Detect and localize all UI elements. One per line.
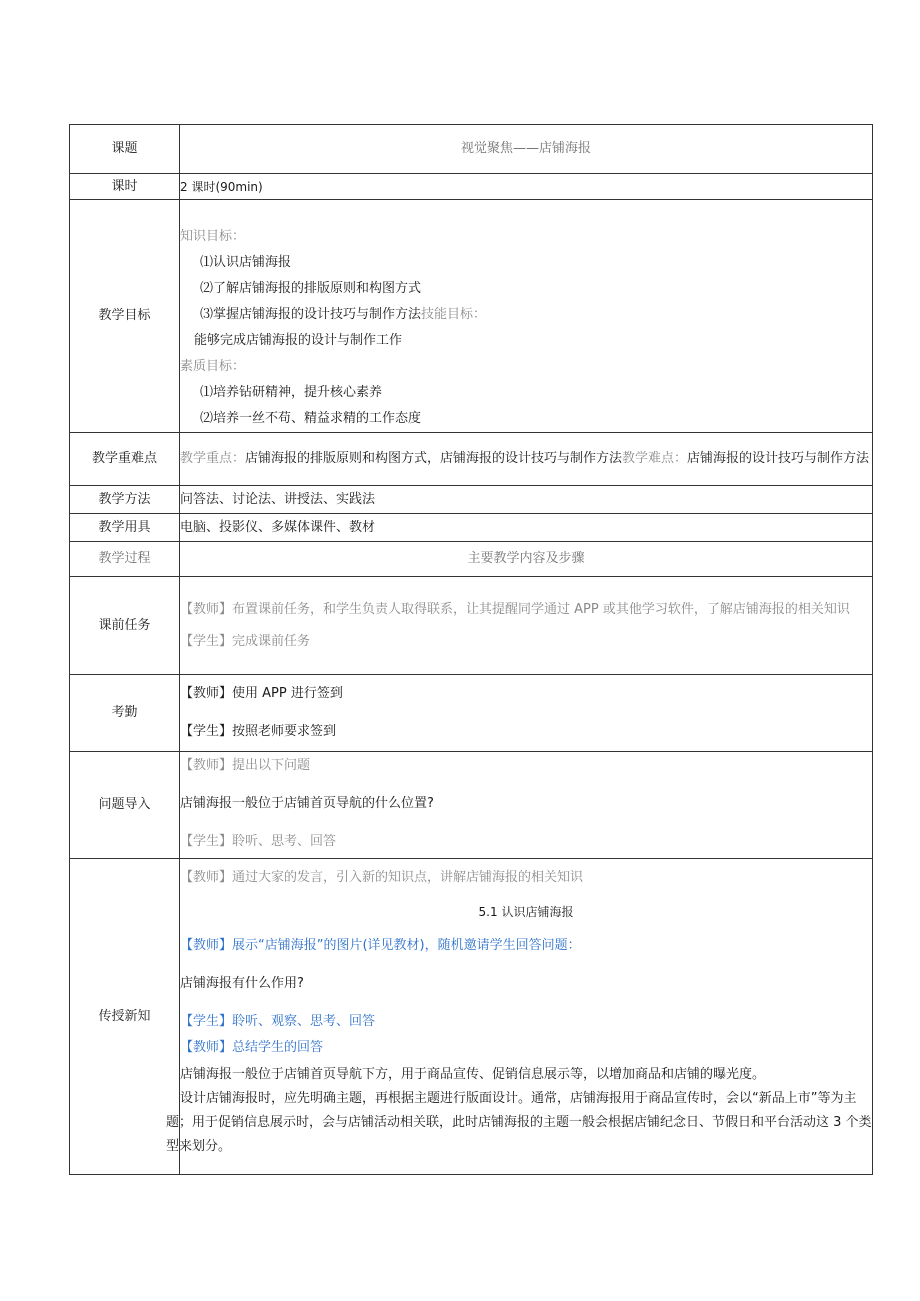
key-label: 教学重点： [180,451,246,466]
tools-value: 电脑、投影仪、多媒体课件、教材 [180,514,873,542]
skill-heading: 技能目标： [421,307,487,322]
intro-teacher: 【教师】提出以下问题 [180,758,311,773]
row-attendance [70,675,873,752]
process-header-label: 教学过程 [70,542,180,577]
row-tools [70,514,873,542]
nk-question: 店铺海报有什么作用? [180,976,304,991]
knowledge-item-1: ⑴认识店铺海报 [200,255,292,270]
nk-teacher-1: 【教师】通过大家的发言，引入新的知识点，讲解店铺海报的相关知识 [180,870,584,885]
row-pre-task [70,577,873,675]
hours-value: 2 课时(90min) [180,174,873,200]
goals-content [180,200,873,433]
process-header-value: 主要教学内容及步骤 [180,542,873,577]
row-topic [70,125,873,174]
row-goals [70,200,873,433]
goals-label: 教学目标 [70,200,180,433]
pre-task-label: 课前任务 [70,577,180,675]
knowledge-item-2: ⑵了解店铺海报的排版原则和构图方式 [200,281,422,296]
new-knowledge-content [166,859,873,1175]
quality-heading: 素质目标： [180,359,246,374]
skill-item: 能够完成店铺海报的设计与制作工作 [194,333,403,348]
nk-teacher-2: 【教师】展示“店铺海报”的图片(详见教材)，随机邀请学生回答问题： [180,938,581,953]
knowledge-item-3-line [180,302,872,328]
key-text: 店铺海报的排版原则和构图方式，店铺海报的设计技巧与制作方法 [245,451,623,466]
lesson-plan-table [69,124,873,1175]
knowledge-item-3: ⑶掌握店铺海报的设计技巧与制作方法 [200,307,422,322]
row-process-header [70,542,873,577]
pre-task-content [180,577,873,675]
pre-task-student: 【学生】完成课前任务 [180,633,311,649]
hours-label: 课时 [70,174,180,200]
key-points-content [180,433,873,486]
row-new-knowledge [70,859,873,1175]
nk-student: 【学生】聆听、观察、思考、回答 [180,1014,376,1029]
topic-label: 课题 [70,125,180,174]
quality-item-1: ⑴培养钻研精神，提升核心素养 [200,385,383,400]
diff-text: 店铺海报的设计技巧与制作方法 [687,451,870,466]
row-intro [70,752,873,859]
intro-question: 店铺海报一般位于店铺首页导航的什么位置? [180,796,434,811]
diff-label: 教学难点： [622,451,688,466]
nk-section-title: 5.1 认识店铺海报 [478,905,574,919]
attendance-label: 考勤 [70,675,180,752]
nk-teacher-3: 【教师】总结学生的回答 [180,1040,324,1055]
knowledge-heading: 知识目标： [180,229,246,244]
nk-paragraph-2: 设计店铺海报时，应先明确主题，再根据主题进行版面设计。通常，店铺海报用于商品宣传时，会以“新品上市”等为主题；用于促销信息展示时，会与店铺活动相关联，此时店铺海报的主题一般会根据店铺纪念日、节假日和平台活动这 3 个类型来划分。 [166,1091,872,1154]
row-methods [70,486,873,514]
topic-value: 视觉聚焦——店铺海报 [180,125,873,174]
new-knowledge-label: 传授新知 [70,859,180,1175]
methods-value: 问答法、讨论法、讲授法、实践法 [180,486,873,514]
methods-label: 教学方法 [70,486,180,514]
intro-student: 【学生】聆听、思考、回答 [180,834,337,849]
attendance-content [180,675,873,752]
key-points-label: 教学重难点 [70,433,180,486]
pre-task-teacher: 【教师】布置课前任务，和学生负责人取得联系，让其提醒同学通过 APP 或其他学习软件，了解店铺海报的相关知识 [180,601,850,617]
row-hours [70,174,873,200]
row-key-points [70,433,873,486]
nk-paragraph-1: 店铺海报一般位于店铺首页导航下方，用于商品宣传、促销信息展示等，以增加商品和店铺的曝光度。 [180,1067,766,1082]
attendance-student: 【学生】按照老师要求签到 [180,724,337,739]
intro-label: 问题导入 [70,752,180,859]
tools-label: 教学用具 [70,514,180,542]
attendance-teacher: 【教师】使用 APP 进行签到 [180,686,343,701]
quality-item-2: ⑵培养一丝不苟、精益求精的工作态度 [200,411,422,426]
intro-content [180,752,873,859]
